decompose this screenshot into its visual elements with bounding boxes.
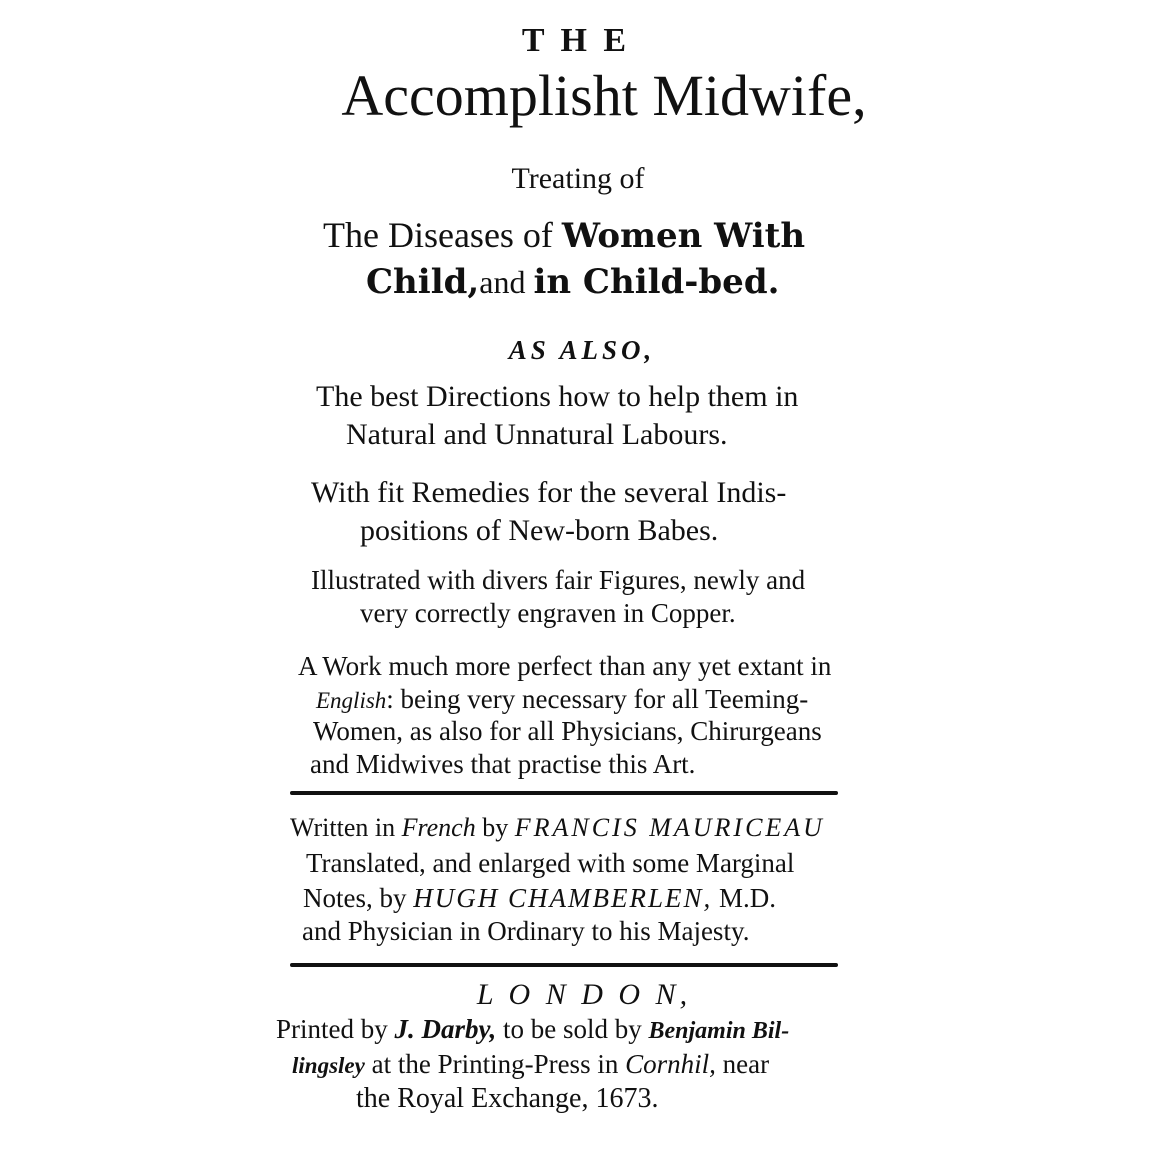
- section-illustrated-1: Illustrated with divers fair Figures, newly and: [311, 565, 806, 595]
- md: M.D.: [712, 883, 776, 913]
- near: near: [715, 1049, 770, 1079]
- seller-name-1: Benjamin Bil-: [648, 1018, 790, 1044]
- subtitle-blackletter-childbed: in Child-bed.: [533, 262, 780, 302]
- seller-name-2: lingsley: [292, 1053, 365, 1078]
- as-also: AS ALSO,: [508, 335, 656, 365]
- french-italic: French: [401, 813, 476, 842]
- section-work-3: Women, as also for all Physicians, Chirurgeans: [313, 716, 822, 746]
- credits-line-3: [303, 883, 776, 914]
- subtitle-blackletter: Women With: [561, 216, 806, 256]
- translator-name: HUGH CHAMBERLEN,: [413, 883, 713, 913]
- imprint-line-1: [276, 1014, 789, 1045]
- treating-of: Treating of: [511, 162, 645, 195]
- section-work-2: [316, 684, 808, 715]
- section-illustrated-2: very correctly engraven in Copper.: [360, 598, 736, 628]
- credits-line-4: and Physician in Ordinary to his Majesty.: [302, 916, 750, 946]
- notes-by: Notes, by: [303, 883, 414, 913]
- section-remedies-1: With fit Remedies for the several Indis-: [311, 476, 787, 509]
- section-directions-1: The best Directions how to help them in: [316, 380, 799, 413]
- subtitle-roman: The Diseases of: [323, 215, 562, 255]
- divider-2: [290, 963, 838, 967]
- printing-press: at the Printing-Press in: [364, 1049, 626, 1079]
- subtitle-line-2: [366, 260, 779, 302]
- printed-by: Printed by: [276, 1014, 395, 1044]
- section-work-1: A Work much more perfect than any yet extant in: [298, 651, 832, 681]
- heading-the: T H E: [521, 22, 631, 59]
- book-title: Accomplisht Midwife,: [341, 63, 867, 128]
- subtitle-roman-and: and: [479, 264, 534, 300]
- section-work-2-rest: : being very necessary for all Teeming-: [386, 684, 809, 714]
- by: by: [475, 813, 515, 842]
- english-italic: English: [316, 688, 387, 713]
- printer-name: J. Darby,: [394, 1014, 497, 1044]
- divider-1: [290, 791, 838, 795]
- imprint-line-3: the Royal Exchange, 1673.: [356, 1083, 659, 1114]
- author-name: FRANCIS MAURICEAU: [514, 813, 825, 842]
- section-work-4: and Midwives that practise this Art.: [310, 749, 696, 779]
- credits-line-1: [290, 813, 825, 843]
- section-directions-2: Natural and Unnatural Labours.: [346, 418, 728, 451]
- section-remedies-2: positions of New-born Babes.: [360, 514, 719, 547]
- subtitle-line-1: [323, 214, 805, 256]
- imprint-line-2: [292, 1049, 769, 1080]
- imprint-city: L O N D O N,: [476, 978, 692, 1011]
- credits-line-2: Translated, and enlarged with some Marginal: [306, 848, 795, 878]
- written-in: Written in: [290, 813, 402, 842]
- sold-by: to be sold by: [496, 1014, 649, 1044]
- subtitle-blackletter-child: Child,: [366, 262, 480, 302]
- cornhil: Cornhil,: [625, 1049, 716, 1079]
